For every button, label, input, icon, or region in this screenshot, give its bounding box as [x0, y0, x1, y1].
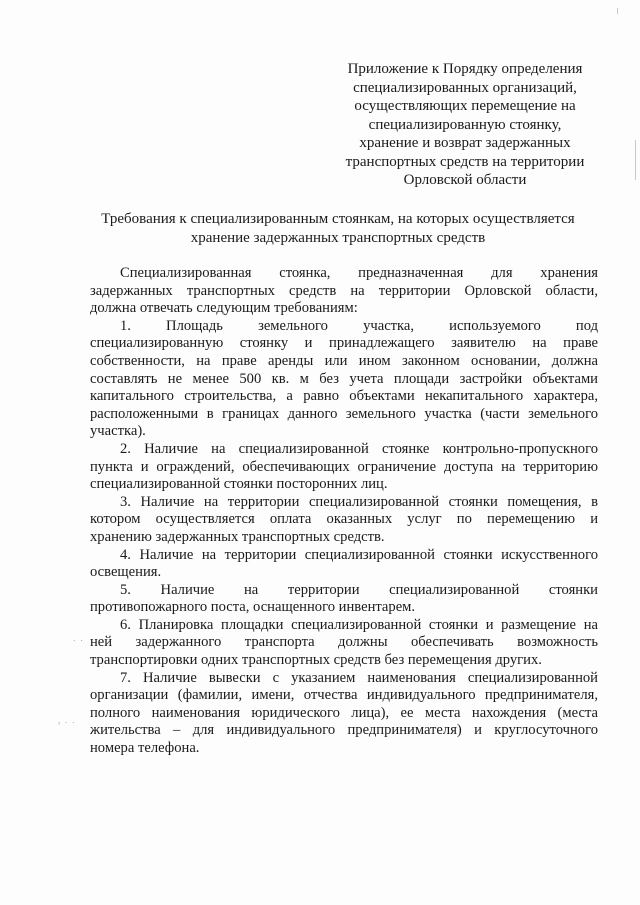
text-line: составлять не менее 500 кв. м без учета площади застройки объектами	[90, 370, 598, 387]
text-line: 4. Наличие на территории специализированной стоянки искусственного	[120, 546, 598, 563]
paragraph-requirement-6	[90, 617, 598, 670]
appendix-line: транспортных средств на территории	[345, 153, 585, 170]
text-line: полного наименования юридического лица), ее места нахождения (места	[90, 704, 598, 721]
text-line: должна отвечать следующим требованиям:	[90, 300, 358, 317]
scan-artifact-mark: ʾ ˙ ˙	[58, 722, 76, 732]
appendix-line: осуществляющих перемещение на	[354, 98, 576, 114]
paragraph-intro	[90, 265, 598, 318]
text-line: 7. Наличие вывески с указанием наименования специализированной	[120, 669, 598, 686]
text-line: 5. Наличие на территории специализированной стоянки	[120, 581, 598, 598]
text-line: 3. Наличие на территории специализированной стоянки помещения, в	[120, 493, 598, 510]
text-line: организации (фамилии, имени, отчества индивидуального предпринимателя,	[90, 687, 598, 704]
text-line: 2. Наличие на специализированной стоянке контрольно-пропускного	[120, 440, 598, 457]
text-line: противопожарного поста, оснащенного инвентарем.	[90, 599, 416, 616]
appendix-line: Орловской области	[403, 172, 527, 188]
text-line: 1. Площадь земельного участка, используемого под	[120, 317, 598, 334]
text-line: жительства – для индивидуального предпринимателя) и круглосуточного	[90, 722, 598, 739]
paragraph-requirement-1	[90, 318, 598, 441]
text-line: собственности, на праве аренды или ином законном основании, должна	[90, 352, 598, 369]
paragraph-requirement-3	[90, 494, 598, 547]
text-line: капитального строительства, а равно объектами некапитального характера,	[90, 388, 598, 405]
text-line: котором осуществляется оплата оказанных услуг по перемещению и	[90, 511, 598, 528]
text-line: ней задержанного транспорта должны обеспечивать возможность	[90, 634, 598, 651]
paragraph-requirement-4	[90, 547, 598, 582]
document-title	[60, 210, 616, 247]
paragraph-requirement-7	[90, 670, 598, 758]
text-line: специализированной стоянки посторонних лиц.	[90, 476, 388, 493]
paragraph-requirement-2	[90, 441, 598, 494]
scan-edge-artifact	[635, 140, 636, 180]
appendix-reference	[330, 60, 600, 190]
appendix-line: специализированных организаций,	[353, 79, 577, 96]
text-line: расположенными в границах данного земельного участка (части земельного	[90, 405, 598, 422]
appendix-line: специализированную стоянку,	[368, 116, 562, 133]
scan-speck	[617, 8, 618, 14]
text-line: 6. Планировка площадки специализированной стоянки и размещение на	[120, 616, 598, 633]
title-line: хранение задержанных транспортных средств	[190, 229, 486, 246]
text-line: хранению задержанных транспортных средств.	[90, 528, 385, 545]
text-line: участка).	[90, 423, 146, 440]
text-line: специализированную стоянку и принадлежащего заявителю на праве	[90, 335, 598, 352]
appendix-line: хранение и возврат задержанных	[359, 135, 571, 151]
text-line: пункта и ограждений, обеспечивающих ограничение доступа на территорию	[90, 458, 598, 475]
text-line: номера телефона.	[90, 740, 200, 757]
text-line: транспортировки одних транспортных средств без перемещения других.	[90, 652, 542, 669]
title-line: Требования к специализированным стоянкам, на которых осуществляется	[101, 211, 575, 227]
paragraph-requirement-5	[90, 582, 598, 617]
appendix-line: Приложение к Порядку определения	[347, 61, 583, 77]
document-body	[90, 265, 598, 758]
scan-artifact-mark: ˙ ˙	[72, 640, 84, 650]
text-line: освещения.	[90, 564, 162, 581]
text-line: Специализированная стоянка, предназначенная для хранения	[120, 265, 598, 281]
text-line: задержанных транспортных средств на территории Орловской области,	[90, 282, 598, 299]
